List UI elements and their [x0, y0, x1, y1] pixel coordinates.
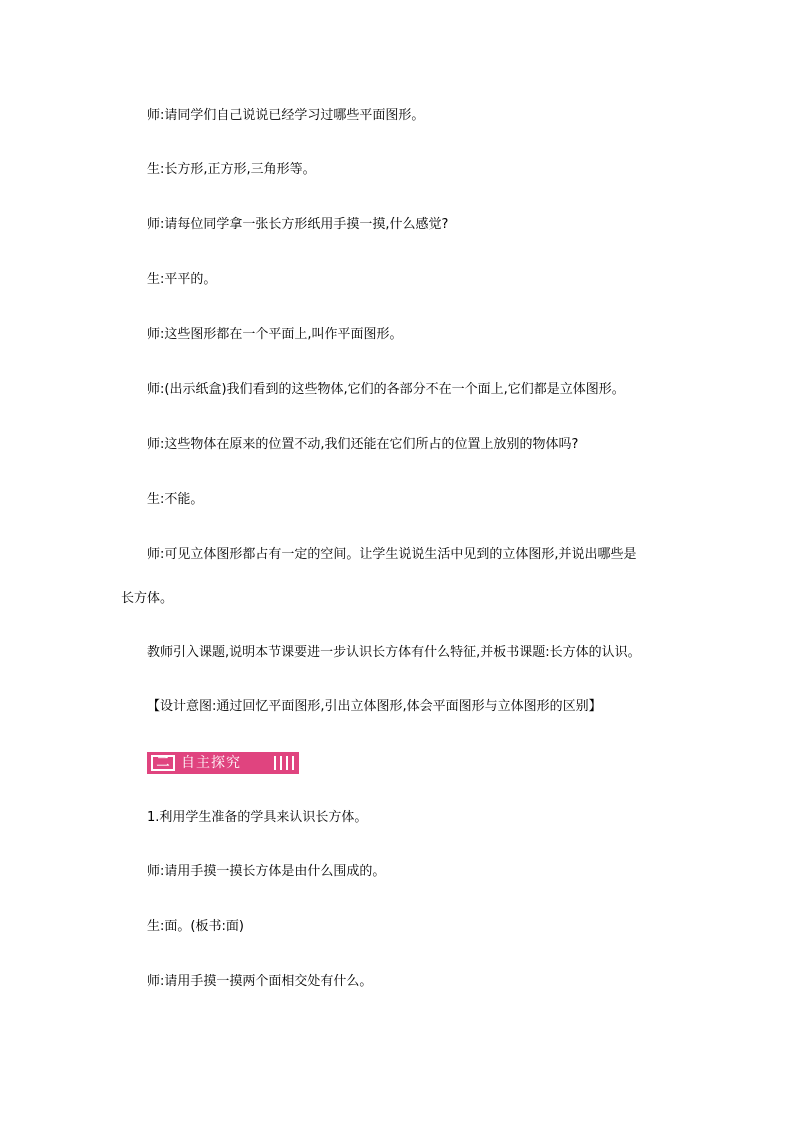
paragraph: 师:(出示纸盒)我们看到的这些物体,它们的各部分不在一个面上,它们都是立体图形。 — [147, 382, 625, 397]
paragraph: 生:平平的。 — [147, 272, 217, 287]
paragraph: 师:请每位同学拿一张长方形纸用手摸一摸,什么感觉? — [147, 217, 449, 232]
paragraph: 师:这些物体在原来的位置不动,我们还能在它们所占的位置上放别的物体吗? — [147, 437, 579, 452]
section-number: 二 — [151, 755, 175, 771]
paragraph: 师:可见立体图形都占有一定的空间。让学生说说生活中见到的立体图形,并说出哪些是 — [147, 547, 637, 562]
paragraph: 生:面。(板书:面) — [147, 919, 244, 934]
paragraph: 生:不能。 — [147, 492, 204, 507]
design-intent-note: 【设计意图:通过回忆平面图形,引出立体图形,体会平面图形与立体图形的区别】 — [147, 699, 602, 714]
paragraph: 教师引入课题,说明本节课要进一步认识长方体有什么特征,并板书课题:长方体的认识。 — [147, 645, 641, 660]
paragraph: 师:请同学们自己说说已经学习过哪些平面图形。 — [147, 108, 425, 123]
paragraph: 1.利用学生准备的学具来认识长方体。 — [147, 810, 368, 825]
paragraph: 师:请用手摸一摸两个面相交处有什么。 — [147, 974, 373, 989]
banner-stripes-decoration — [274, 756, 294, 770]
paragraph: 生:长方形,正方形,三角形等。 — [147, 162, 316, 177]
section-title: 自主探究 — [181, 755, 241, 771]
paragraph-continuation: 长方体。 — [121, 591, 174, 606]
paragraph: 师:这些图形都在一个平面上,叫作平面图形。 — [147, 327, 403, 342]
section-banner — [147, 752, 299, 774]
paragraph: 师:请用手摸一摸长方体是由什么围成的。 — [147, 864, 386, 879]
